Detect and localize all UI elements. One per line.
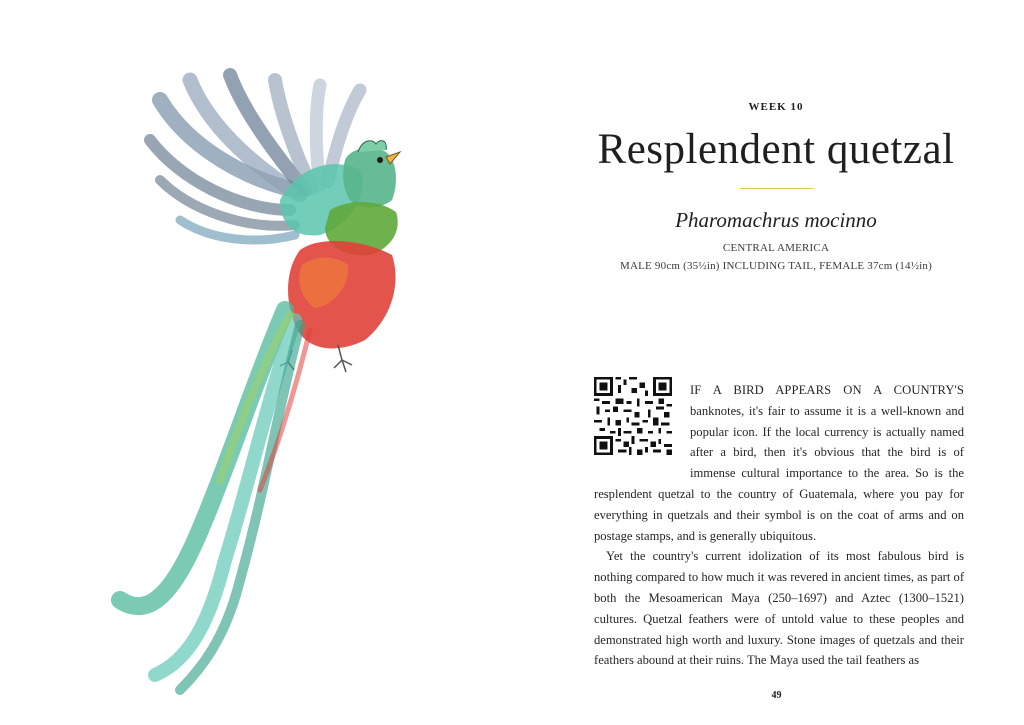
- page-number: 49: [771, 690, 782, 701]
- tail-streamers: [120, 310, 310, 690]
- page-title: Resplendent quetzal: [597, 126, 955, 173]
- scientific-name: Pharomachrus mocinno: [675, 208, 877, 232]
- week-label: WEEK 10: [748, 101, 804, 113]
- lead-caps: IF A BIRD APPEARS ON A COUNTRY'S: [690, 383, 964, 397]
- size-label: MALE 90cm (35½in) INCLUDING TAIL, FEMALE 37cm (14½in): [620, 260, 932, 272]
- article-body: [594, 380, 964, 671]
- paragraph-1-text: banknotes, it's fair to assume it is a well-known and popular icon. If the local currency is actually named after a bird, then it's obvious that the bird is of immense cultural importance to the area. So is the resplendent quetzal to the country of Guatemala, where you pay for everything in quetzals and their symbol is on the coat of arms and on postage stamps, and is generally ubiquitous.: [594, 403, 964, 543]
- qr-spacer: [594, 380, 690, 464]
- paragraph-1: [594, 380, 964, 546]
- quetzal-illustration: [80, 60, 460, 700]
- paragraph-2: Yet the country's current idolization of its most fabulous bird is nothing compared to how much it was revered in ancient times, as part of both the Mesoamerican Maya (250–1697) and Aztec (1300–1521) cultures. Quetzal feathers were of untold value to these peoples and demonstrated high worth and luxury. Stone images of quetzals and their feathers abound at their ruins. The Maya used the tail feathers as: [594, 549, 965, 668]
- bird-eye: [377, 157, 383, 163]
- title-divider: [740, 188, 813, 189]
- region-label: CENTRAL AMERICA: [722, 242, 830, 254]
